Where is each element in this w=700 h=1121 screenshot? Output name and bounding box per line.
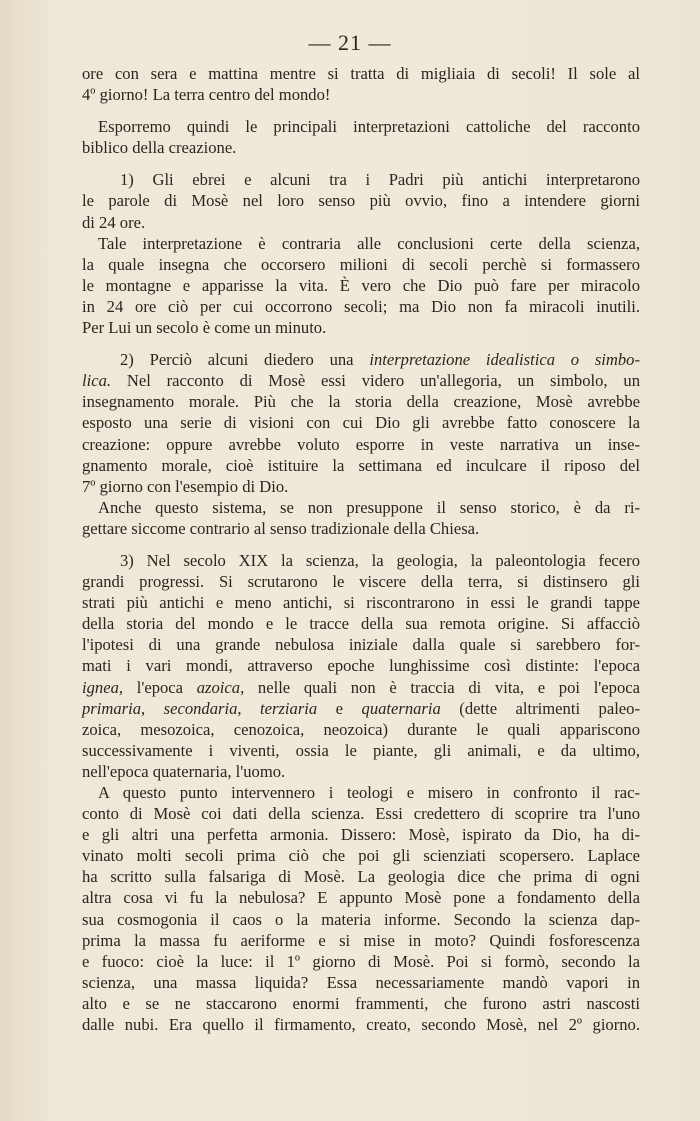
text-line: mati i vari mondi, attraverso epoche lunghissime così distinte: l'epoca: [82, 656, 640, 676]
page-number: — 21 —: [308, 30, 392, 55]
text-line: prima la massa fu aeriforme e si mise in moto? Quindi fosforescenza: [82, 930, 640, 950]
text-line: A questo punto intervennero i teologi e misero in confronto il rac-: [98, 783, 640, 802]
text-line: Anche questo sistema, se non presuppone il senso storico, è da ri-: [98, 497, 640, 517]
text-line: successivamente i viventi, ossia le piante, gli animali, e da ultimo,: [82, 740, 640, 760]
text-line: primaria, secondaria, terziaria e quaternaria (dette altrimenti paleo-: [82, 698, 640, 718]
text-line: gnamento morale, cioè istituire la settimana ed inculcare il riposo del: [82, 455, 640, 475]
text-line: biblico della creazione.: [82, 138, 237, 158]
text-line: sua cosmogonia il caos o la materia informe. Secondo la scienza dap-: [82, 909, 640, 929]
body-text: [82, 63, 640, 1035]
text-line: scienza, una massa liquida? Essa necessariamente mandò vapori in: [82, 972, 640, 992]
text-line: ore con sera e mattina mentre si tratta di migliaia di secoli! Il sole al: [82, 64, 640, 83]
paragraph-gap: [82, 105, 640, 116]
text-line: le parole di Mosè nel loro senso più ovvio, fino a intendere giorni: [82, 191, 640, 211]
paragraph-gap: [82, 338, 640, 349]
text-line: la quale insegna che occorsero milioni di secoli perchè si formassero: [82, 254, 640, 274]
text-line: vinato molti secoli prima ciò che poi gli scienziati scopersero. Laplace: [82, 846, 640, 866]
text-line: della storia del mondo e le tracce della sua remota origine. Si affacciò: [82, 614, 640, 634]
text-line: 7º giorno con l'esempio di Dio.: [82, 476, 289, 496]
text-line: le montagne e apparisse la vita. È vero che Dio può fare per miracolo: [82, 275, 640, 295]
paragraph-gap: [82, 539, 640, 550]
text-line: 4º giorno! La terra centro del mondo!: [82, 85, 331, 105]
text-line: ignea, l'epoca azoica, nelle quali non è traccia di vita, e poi l'epoca: [82, 677, 640, 697]
text-line: strati più antichi e meno antichi, si riscontrarono in essi le grandi tappe: [82, 593, 640, 613]
text-line: nell'epoca quaternaria, l'uomo.: [82, 761, 286, 781]
text-line: esposto una serie di visioni con cui Dio gli avrebbe fatto conoscere la: [82, 413, 640, 433]
text-line: e gli altri una perfetta armonia. Dissero: Mosè, ispirato da Dio, ha di-: [82, 825, 640, 845]
text-line: dalle nubi. Era quello il firmamento, creato, secondo Mosè, nel 2º giorno.: [82, 1015, 640, 1035]
text-line: l'ipotesi di una grande nebulosa iniziale dalla quale si sarebbero for-: [82, 635, 640, 655]
text-line: 3) Nel secolo XIX la scienza, la geologia, la paleontologia fecero: [120, 550, 640, 570]
text-line: creazione: oppure avrebbe voluto esporre in veste narrativa un inse-: [82, 434, 640, 454]
text-line: e fuoco: cioè la luce: il 1º giorno di Mosè. Poi si formò, secondo la: [82, 951, 640, 971]
text-line: altra cosa vi fu la nebulosa? E appunto Mosè pone a fondamento della: [82, 888, 640, 908]
text-line: zoica, mesozoica, cenozoica, neozoica) durante le quali appariscono: [82, 719, 640, 739]
text-line: insegnamento morale. Più che la storia della creazione, Mosè avrebbe: [82, 392, 640, 412]
text-line: ha scritto sulla falsariga di Mosè. La geologia dice che prima di ogni: [82, 867, 640, 887]
text-line: 1) Gli ebrei e alcuni tra i Padri più antichi interpretarono: [120, 170, 640, 190]
text-line: Per Lui un secolo è come un minuto.: [82, 318, 327, 338]
text-line: gettare siccome contrario al senso tradizionale della Chiesa.: [82, 518, 480, 538]
text-line: Tale interpretazione è contraria alle conclusioni certe della scienza,: [98, 233, 640, 253]
text-line: lica. Nel racconto di Mosè essi videro un'allegoria, un simbolo, un: [82, 371, 640, 391]
text-line: 2) Perciò alcuni diedero una interpretazione idealistica o simbo-: [120, 350, 641, 370]
text-line: alto e se ne staccarono enormi frammenti, che furono astri nascosti: [82, 993, 640, 1013]
text-line: in 24 ore ciò per cui occorrono secoli; ma Dio non fa miracoli inutili.: [82, 296, 640, 316]
paragraph-gap: [82, 158, 640, 169]
text-line: Esporremo quindi le principali interpretazioni cattoliche del racconto: [98, 117, 640, 137]
text-line: conto di Mosè coi dati della scienza. Essi credettero di scoprire tra l'uno: [82, 804, 640, 824]
text-line: di 24 ore.: [82, 212, 146, 232]
text-line: grandi progressi. Si scrutarono le viscere della terra, si distinsero gli: [82, 572, 640, 592]
